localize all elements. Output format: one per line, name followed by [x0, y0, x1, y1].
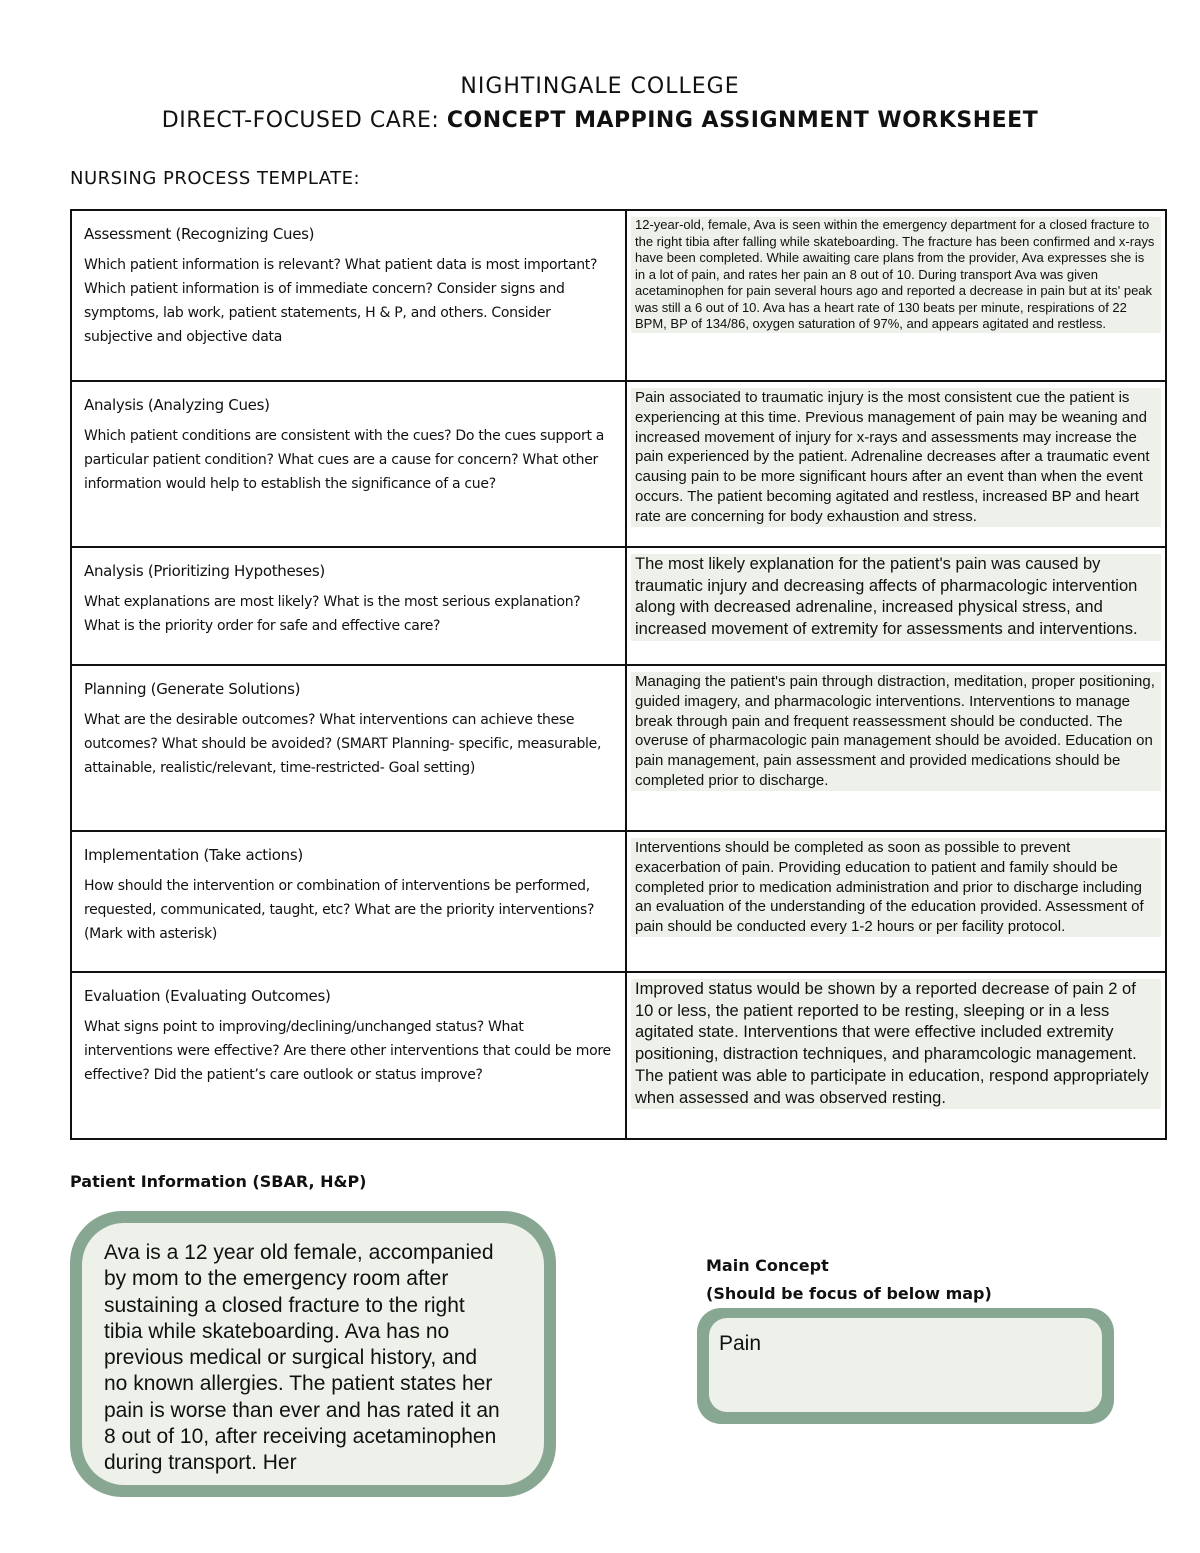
- question-cell: [71, 381, 626, 547]
- row-title: Planning (Generate Solutions): [84, 680, 301, 698]
- row-question: What signs point to improving/declining/unchanged status? What interventions were effective? Are there other interventions that could be more effective? Did the patient’s care outlook or status improve?: [84, 1019, 611, 1083]
- answer-cell[interactable]: [626, 972, 1166, 1139]
- row-answer: Managing the patient's pain through distraction, meditation, proper positioning, guided imagery, and pharmacologic interventions. Interventions to manage break through pain and frequent reassessment should be conducted. The overuse of pharmacologic pain management should be avoided. Education on pain management, pain assessment and provided medications should be completed prior to discharge.: [631, 672, 1161, 791]
- table-row-analysis-hypotheses: [71, 547, 1166, 665]
- row-question: How should the intervention or combination of interventions be performed, requested, communicated, taught, etc? What are the priority interventions? (Mark with asterisk): [84, 878, 595, 942]
- answer-cell[interactable]: [626, 665, 1166, 831]
- row-title: Evaluation (Evaluating Outcomes): [84, 987, 331, 1005]
- worksheet-title-prefix: DIRECT-FOCUSED CARE:: [161, 108, 447, 133]
- table-row-assessment: [71, 210, 1166, 381]
- question-cell: [71, 210, 626, 381]
- answer-cell[interactable]: [626, 547, 1166, 665]
- row-answer: Pain associated to traumatic injury is the most consistent cue the patient is experiencing at this time. Previous management of pain may be weaning and increased movement of injury for x-rays and assessments may increase the pain experienced by the patient. Adrenaline decreases after a traumatic event causing pain to be more significant hours after an event than when the event occurs. The patient becoming agitated and restless, increased BP and heart rate are concerning for body exhaustion and stress.: [631, 388, 1161, 527]
- college-name: NIGHTINGALE COLLEGE: [460, 74, 740, 99]
- table-row-evaluation: [71, 972, 1166, 1139]
- row-title: Analysis (Prioritizing Hypotheses): [84, 562, 325, 580]
- nursing-process-table: [70, 209, 1167, 1140]
- worksheet-title-bold: CONCEPT MAPPING ASSIGNMENT WORKSHEET: [446, 108, 1039, 133]
- table-row-analysis-cues: [71, 381, 1166, 547]
- question-cell: [71, 972, 626, 1139]
- row-title: Implementation (Take actions): [84, 846, 303, 864]
- worksheet-title: [0, 108, 1200, 133]
- answer-cell[interactable]: [626, 831, 1166, 972]
- row-answer: Improved status would be shown by a reported decrease of pain 2 of 10 or less, the patient reported to be resting, sleeping or in a less agitated state. Interventions that were effective included extremity positioning, distraction techniques, and pharamcologic management. The patient was able to participate in education, respond appropriately when assessed and was observed resting.: [631, 979, 1161, 1109]
- row-answer: The most likely explanation for the patient's pain was caused by traumatic injury and decreasing affects of pharmacologic intervention along with decreased adrenaline, increased physical stress, and increased movement of extremity for assessments and interventions.: [631, 554, 1161, 641]
- row-title: Analysis (Analyzing Cues): [84, 396, 270, 414]
- question-cell: [71, 831, 626, 972]
- row-answer: 12-year-old, female, Ava is seen within the emergency department for a closed fracture to the right tibia after falling while skateboarding. The fracture has been confirmed and x-rays have been completed. While awaiting care plans from the provider, Ava expresses she is in a lot of pain, and rates her pain an 8 out of 10. During transport Ava was given acetaminophen for pain several hours ago and reported a decrease in pain but at its' peak was still a 6 out of 10. Ava has a heart rate of 130 beats per minute, respirations of 22 BPM, BP of 134/86, oxygen saturation of 97%, and appears agitated and restless.: [631, 217, 1161, 333]
- main-concept-inner[interactable]: [709, 1318, 1102, 1412]
- table-row-planning: [71, 665, 1166, 831]
- row-answer: Interventions should be completed as soon as possible to prevent exacerbation of pain. Providing education to patient and family should be completed prior to medication administration and prior to discharge including an evaluation of the understanding of the education provided. Assessment of pain should be conducted every 1-2 hours or per facility protocol.: [631, 838, 1161, 937]
- row-question: Which patient conditions are consistent with the cues? Do the cues support a particular patient condition? What cues are a cause for concern? What other information would help to establish the significance of a cue?: [84, 428, 605, 492]
- patient-info-inner[interactable]: [82, 1223, 544, 1485]
- main-concept-label: Main Concept: [706, 1256, 829, 1275]
- row-title: Assessment (Recognizing Cues): [84, 225, 315, 243]
- main-concept-value: Pain: [719, 1332, 762, 1355]
- table-row-implementation: [71, 831, 1166, 972]
- section-title: NURSING PROCESS TEMPLATE:: [70, 168, 361, 189]
- question-cell: [71, 547, 626, 665]
- main-concept-hint: (Should be focus of below map): [706, 1284, 992, 1303]
- patient-info-label: Patient Information (SBAR, H&P): [70, 1172, 367, 1191]
- row-question: What explanations are most likely? What is the most serious explanation? What is the priority order for safe and effective care?: [84, 594, 581, 634]
- patient-info-box: [70, 1211, 556, 1497]
- main-concept-box: [697, 1308, 1114, 1424]
- patient-info-text: Ava is a 12 year old female, accompanied by mom to the emergency room after sustaining a closed fracture to the right tibia while skateboarding. Ava has no previous medical or surgical history, and no known allergies. The patient states her pain is worse than ever and has rated it an 8 out of 10, after receiving acetaminophen during transport. Her: [104, 1241, 500, 1475]
- answer-cell[interactable]: [626, 381, 1166, 547]
- answer-cell[interactable]: [626, 210, 1166, 381]
- row-question: Which patient information is relevant? What patient data is most important? Which patient information is of immediate concern? Consider signs and symptoms, lab work, patient statements, H & P, and others. Consider subjective and objective data: [84, 257, 598, 345]
- row-question: What are the desirable outcomes? What interventions can achieve these outcomes? What should be avoided? (SMART Planning- specific, measurable, attainable, realistic/relevant, time-restricted- Goal setting): [84, 712, 602, 776]
- question-cell: [71, 665, 626, 831]
